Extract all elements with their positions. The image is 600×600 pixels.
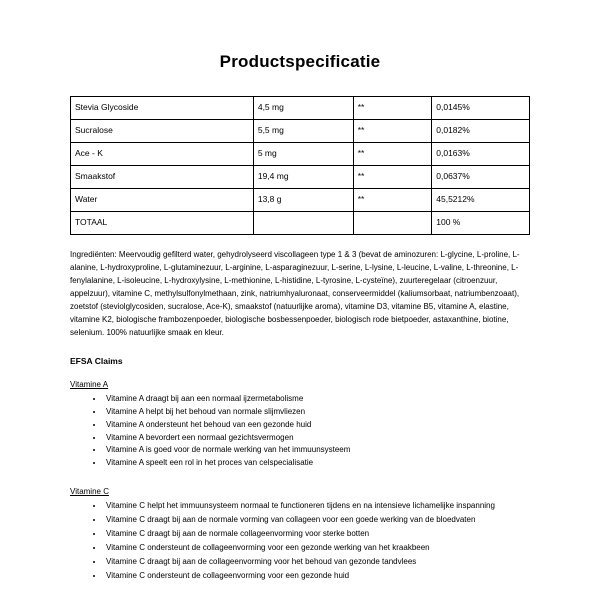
cell-amount: 5,5 mg xyxy=(253,120,353,143)
list-item: • Vitamine C ondersteunt de collageenvorming voor een gezonde huid xyxy=(104,570,530,583)
cell-ri: ** xyxy=(353,143,432,166)
page-top-margin xyxy=(70,0,530,14)
claims-list-vitamine-a xyxy=(70,393,530,471)
section-spacer xyxy=(70,470,530,473)
cell-percent: 0,0637% xyxy=(432,166,530,189)
cell-name: Stevia Glycoside xyxy=(71,97,254,120)
cell-percent: 0,0182% xyxy=(432,120,530,143)
cell-amount: 13,8 g xyxy=(253,189,353,212)
table-row xyxy=(71,120,530,143)
list-item: • Vitamine A bevordert een normaal gezichtsvermogen xyxy=(104,432,530,445)
table-row xyxy=(71,189,530,212)
specification-table xyxy=(70,96,530,235)
cell-name: Ace - K xyxy=(71,143,254,166)
cell-amount: 4,5 mg xyxy=(253,97,353,120)
list-item: • Vitamine C draagt bij aan de normale vorming van collageen voor een goede werking van de bloedvaten xyxy=(104,514,530,527)
table-row xyxy=(71,97,530,120)
cell-percent: 45,5212% xyxy=(432,189,530,212)
list-item: • Vitamine C draagt bij aan de collageenvorming voor het behoud van gezonde tandvlees xyxy=(104,556,530,569)
list-item: • Vitamine C ondersteunt de collageenvorming voor een gezonde werking van het kraakbeen xyxy=(104,542,530,555)
efsa-claims-heading: EFSA Claims xyxy=(70,355,123,366)
list-item: • Vitamine A speelt een rol in het proces van celspecialisatie xyxy=(104,457,530,470)
cell-ri: ** xyxy=(353,166,432,189)
list-item: • Vitamine A helpt bij het behoud van normale slijmvliezen xyxy=(104,406,530,419)
list-item: • Vitamine C helpt het immuunsysteem normaal te functioneren tijdens en na intensieve lichamelijke inspanning xyxy=(104,500,530,513)
cell-percent: 0,0163% xyxy=(432,143,530,166)
cell-name: Smaakstof xyxy=(71,166,254,189)
cell-name: Sucralose xyxy=(71,120,254,143)
specification-table-body xyxy=(71,97,530,235)
table-row xyxy=(71,143,530,166)
cell-amount: 19,4 mg xyxy=(253,166,353,189)
section-label-vitamine-c: Vitamine C xyxy=(70,487,109,497)
list-item: • Vitamine A is goed voor de normale werking van het immuunsysteem xyxy=(104,444,530,457)
ingredients-paragraph: Ingrediënten: Meervoudig gefilterd water, gehydrolyseerd viscollageen type 1 & 3 (bevat de aminozuren: L-glycine, L-proline, L-alanine, L-hydroxyproline, L-glutaminezuur, L-arginine, L-asparaginezuur, L-serine, L-lysine, L-leucine, L-valine, L-threonine, L-fenylalanine, L-isoleucine, L-hydroxylysine, L-methionine, L-histidine, L-tyrosine, L-cysteïne), zuurteregelaar (citroenzuur, appelzuur), vitamine C, methylsulfonylmethaan, zink, natriumhyaluronaat, conserveermiddel (kaliumsorbaat, natriumbenzoaat), zoetstof (steviolglycosiden, sucralose, Ace-K), smaakstof (natuurlijke aroma), vitamine D3, vitamine B5, vitamine A, elastine, vitamine K2, biologische frambozenpoeder, biologische bosbessenpoeder, biologisch rode bietpoeder, astaxanthine, biotine, selenium. 100% natuurlijke smaak en kleur. xyxy=(70,250,520,337)
cell-ri: ** xyxy=(353,97,432,120)
cell-amount: 5 mg xyxy=(253,143,353,166)
claims-list-vitamine-c xyxy=(70,500,530,583)
list-item: • Vitamine A ondersteunt het behoud van een gezonde huid xyxy=(104,419,530,432)
cell-name: Water xyxy=(71,189,254,212)
cell-ri: ** xyxy=(353,120,432,143)
table-row xyxy=(71,212,530,235)
cell-percent: 0,0145% xyxy=(432,97,530,120)
page-title: Productspecificatie xyxy=(219,52,381,71)
section-label-vitamine-a: Vitamine A xyxy=(70,379,109,389)
table-row xyxy=(71,166,530,189)
cell-amount xyxy=(253,212,353,235)
cell-ri xyxy=(353,212,432,235)
cell-percent: 100 % xyxy=(432,212,530,235)
cell-ri: ** xyxy=(353,189,432,212)
list-item: • Vitamine C draagt bij aan de normale collageenvorming voor sterke botten xyxy=(104,528,530,541)
cell-name: TOTAAL xyxy=(71,212,254,235)
list-item: • Vitamine A draagt bij aan een normaal ijzermetabolisme xyxy=(104,393,530,406)
